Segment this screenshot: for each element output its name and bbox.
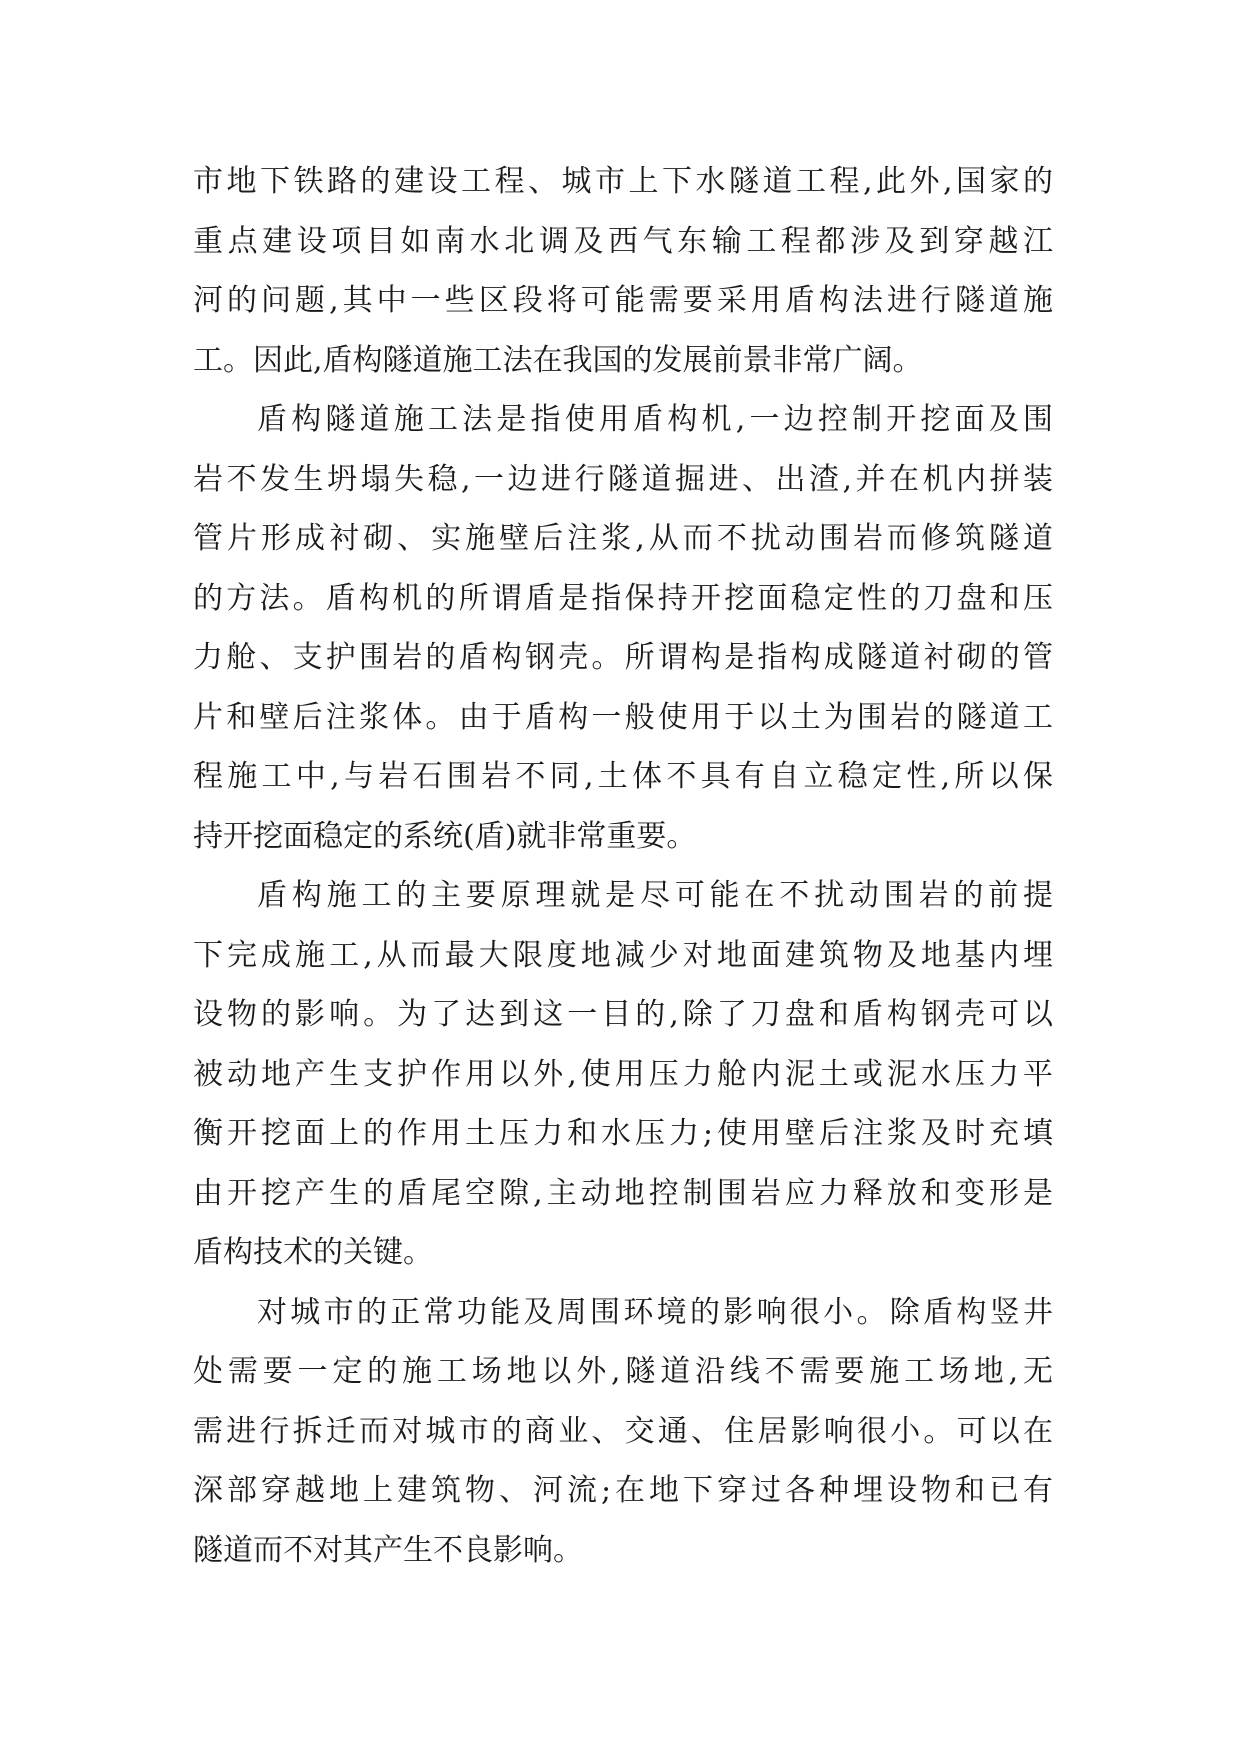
text-line: 持开挖面稳定的系统(盾)就非常重要。: [193, 818, 697, 854]
text-line: 隧道而不对其产生不良影响。: [193, 1532, 583, 1568]
text-line: 由开挖产生的盾尾空隙,主动地控制围岩应力释放和变形是: [193, 1175, 1053, 1211]
paragraph-4: [193, 1283, 1053, 1581]
text-line: 深部穿越地上建筑物、河流;在地下穿过各种埋设物和已有: [193, 1473, 1053, 1508]
text-line: 盾构隧道施工法是指使用盾构机,一边控制开挖面及围: [257, 402, 1053, 437]
text-line: 盾构技术的关键。: [193, 1235, 433, 1270]
text-line: 衡开挖面上的作用土压力和水压力;使用壁后注浆及时充填: [193, 1116, 1053, 1151]
text-line: 的方法。盾构机的所谓盾是指保持开挖面稳定性的刀盘和压: [193, 580, 1053, 616]
paragraph-2: [193, 390, 1053, 866]
text-line: 设物的影响。为了达到这一目的,除了刀盘和盾构钢壳可以: [193, 997, 1053, 1032]
text-line: 力舱、支护围岩的盾构钢壳。所谓构是指构成隧道衬砌的管: [193, 640, 1053, 675]
text-line: 工。因此,盾构隧道施工法在我国的发展前景非常广阔。: [193, 342, 923, 378]
body-text: [193, 152, 1053, 1580]
text-line: 重点建设项目如南水北调及西气东输工程都涉及到穿越江: [193, 223, 1053, 259]
text-line: 被动地产生支护作用以外,使用压力舱内泥土或泥水压力平: [193, 1056, 1053, 1092]
text-line: 下完成施工,从而最大限度地减少对地面建筑物及地基内埋: [193, 937, 1053, 973]
text-line: 河的问题,其中一些区段将可能需要采用盾构法进行隧道施: [193, 283, 1053, 318]
text-line: 管片形成衬砌、实施壁后注浆,从而不扰动围岩而修筑隧道: [193, 521, 1053, 556]
text-line: 盾构施工的主要原理就是尽可能在不扰动围岩的前提: [257, 878, 1053, 913]
paragraph-3: [193, 866, 1053, 1283]
paragraph-1: [193, 152, 1053, 390]
text-line: 片和壁后注浆体。由于盾构一般使用于以土为围岩的隧道工: [193, 699, 1053, 735]
text-line: 对城市的正常功能及周围环境的影响很小。除盾构竖井: [257, 1294, 1053, 1330]
text-line: 处需要一定的施工场地以外,隧道沿线不需要施工场地,无: [193, 1354, 1053, 1389]
text-line: 程施工中,与岩石围岩不同,土体不具有自立稳定性,所以保: [193, 759, 1053, 794]
text-line: 需进行拆迁而对城市的商业、交通、住居影响很小。可以在: [193, 1413, 1053, 1449]
text-line: 市地下铁路的建设工程、城市上下水隧道工程,此外,国家的: [193, 164, 1053, 199]
text-line: 岩不发生坍塌失稳,一边进行隧道掘进、出渣,并在机内拼装: [193, 461, 1053, 497]
